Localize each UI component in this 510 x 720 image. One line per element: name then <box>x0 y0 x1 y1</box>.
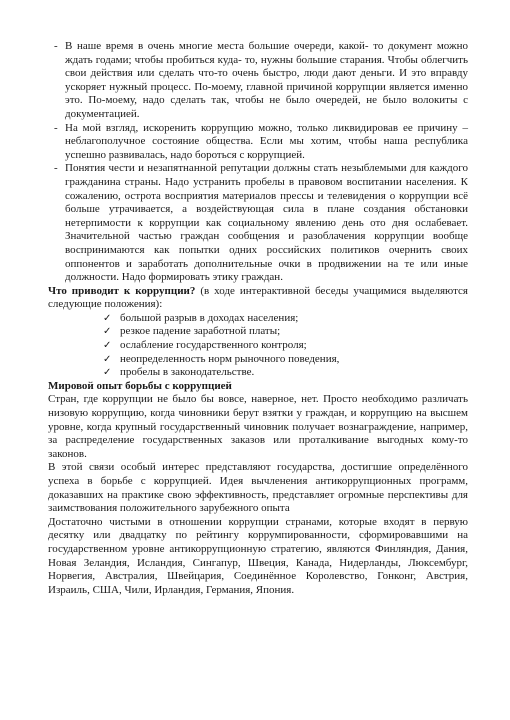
body-paragraph: Стран, где коррупции не было бы вовсе, наверное, нет. Просто необходимо различать низовую коррупцию, когда чиновники берут взятки у граждан, и коррупцию на высшем уровне, когда крупный государственный чиновник получает вознаграждение, например, за распределение государственных заказов или проталкивание выгодных кому-то законов. <box>48 393 468 460</box>
opinion-item: - В наше время в очень многие места большие очереди, какой- то документ можно ждать годами; чтобы пробиться куда- то, нужны большие старания. Чтобы облегчить свои действия или сделать что-то очень быстро, люди дают деньги. И это вправду ускоряет нужный процесс. По-моему, главной причиной коррупции является именно это. По-моему, надо сделать так, чтобы не было очередей, не было волокиты с документацией. <box>48 40 468 122</box>
checkmark-icon: ✓ <box>103 340 112 352</box>
checkmark-icon: ✓ <box>103 367 112 379</box>
question-rest: (в ходе интерактивной беседы учащимися выделяются следующие положения): <box>48 284 468 311</box>
question-bold: Что приводит к коррупции? <box>48 284 196 297</box>
cause-text: неопределенность норм рыночного поведения, <box>120 352 340 365</box>
checkmark-icon: ✓ <box>103 353 112 365</box>
document-page <box>48 40 468 597</box>
cause-text: ослабление государственного контроля; <box>120 339 307 352</box>
cause-item <box>103 325 468 339</box>
cause-text: резкое падение заработной платы; <box>120 325 281 338</box>
body-paragraph: В этой связи особый интерес представляют государства, достигшие определённого успеха в борьбе с коррупцией. Идея вычленения антикоррупционных программ, доказавших на практике свою эффективность, представляет огромные перспективы для заимствования положительного зарубежного опыта <box>48 461 468 515</box>
causes-list <box>48 312 468 380</box>
opinion-item: - Понятия чести и незапятнанной репутации должны стать незыблемыми для каждого гражданина страны. Надо устранить пробелы в правовом воспитании населения. К сожалению, острота восприятия материалов прессы и телевидения о коррупции всё больше утрачивается, а воздействующая сила в плане создания обстановки нетерпимости к коррупции как социальному явлению день ото дня ослабевает. Значительной частью граждан сообщения и разоблачения коррупции вообще воспринимаются как попытки одних российских политиков очернить своих оппонентов и заработать дополнительные очки в продвижении на те или иные должности. Надо формировать этику граждан. <box>48 162 468 284</box>
question-paragraph <box>48 285 468 312</box>
checkmark-icon: ✓ <box>103 326 112 338</box>
cause-text: пробелы в законодательстве. <box>120 366 255 379</box>
cause-item <box>103 366 468 380</box>
opinion-list <box>48 40 468 285</box>
cause-text: большой разрыв в доходах населения; <box>120 311 299 324</box>
body-paragraph: Достаточно чистыми в отношении коррупции странами, которые входят в первую десятку или двадцатку по рейтингу коррумпированности, сформировавшими на государственном уровне антикоррупционную стратегию, являются Финляндия, Дания, Новая Зеландия, Исландия, Сингапур, Швеция, Канада, Нидерланды, Люксембург, Норвегия, Австралия, Швейцария, Соединённое Королевство, Гонконг, Австрия, Израиль, США, Чили, Ирландия, Германия, Япония. <box>48 515 468 596</box>
cause-item <box>103 312 468 326</box>
opinion-item: - На мой взгляд, искоренить коррупцию можно, только ликвидировав ее причину – неблагополучное состояние общества. Если мы хотим, чтобы наша республика успешно развивалась, надо бороться с коррупцией. <box>48 122 468 163</box>
cause-item <box>103 353 468 367</box>
section-heading: Мировой опыт борьбы с коррупцией <box>48 379 232 392</box>
checkmark-icon: ✓ <box>103 312 112 324</box>
cause-item <box>103 339 468 353</box>
